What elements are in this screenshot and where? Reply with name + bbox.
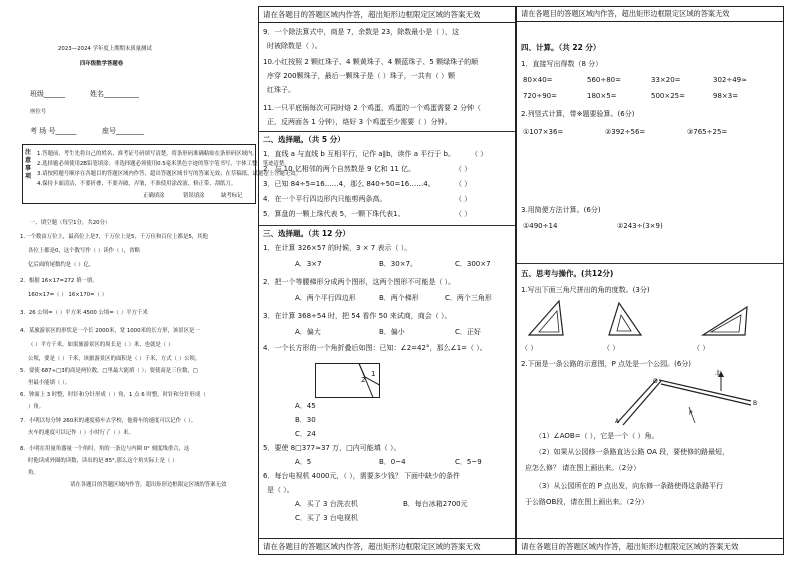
road-q2-line-1: （2）如果从公园修一条路直达公路 OA 段，要使修的路最短， [535, 448, 730, 456]
name-field[interactable]: 姓名__________ [90, 90, 139, 98]
section-4-title: 四、计算。（共 22 分） [521, 43, 601, 52]
choice-6-c[interactable]: C．买了 3 台电视机 [295, 514, 358, 522]
q5-line-2: 里最小能填（ ）。 [28, 380, 71, 386]
mental-item: 33×20= [651, 76, 681, 84]
note-4: 4.保持卡面清洁，不要折叠、不要弄破、弄皱，不准使用涂改液、修正带、刮纸刀。 [37, 181, 237, 187]
angle-2-label: 2 [361, 376, 366, 384]
section-5-title: 五、思考与操作。(共12分) [521, 269, 614, 278]
angle-answer-1[interactable]: （ ） [521, 344, 538, 352]
road-q2-line-2: 应怎么修？ 请在图上画出来。（2分） [525, 464, 641, 472]
middle-panel [258, 6, 516, 555]
q4-line-3: 公顷，要是（ ）千米，该旅游景区的面积是（ ）千米，方式（ ）公顷。 [28, 356, 201, 362]
choice-3: 3．在计算 368÷54 时，把 54 看作 50 来试商，商会（ ）。 [263, 312, 452, 320]
note-1: 1.答题前，考生先将自己的姓名、准考证号码填写清楚，将条形码准确粘贴在条形码区域内。 [37, 151, 258, 157]
choice-5-b[interactable]: B．0~4 [379, 458, 406, 466]
judge-2: 2．与 10 亿相邻的两个自然数是 9 亿和 11 亿。 [263, 165, 416, 173]
point-p-label: P [689, 410, 693, 417]
answer-area-banner-top: 请在各题目的答题区域内作答，超出矩形边框限定区域的答案无效 [517, 7, 783, 22]
judge-1-answer[interactable]: （ ） [471, 150, 488, 158]
choice-1-a[interactable]: A．3×7 [295, 260, 322, 268]
choice-6-b[interactable]: B．每台冰箱2700元 [403, 500, 468, 508]
vertical-calc-2: ②392÷56= [605, 128, 646, 136]
choice-4-c[interactable]: C．24 [295, 430, 316, 438]
divider [259, 131, 515, 132]
choice-3-b[interactable]: B．偏小 [379, 328, 405, 336]
judge-4-answer[interactable]: （ ） [455, 195, 472, 203]
q10-line-3: 红珠子。 [267, 86, 295, 94]
mental-item: 720÷90= [523, 92, 557, 100]
judge-2-answer[interactable]: （ ） [455, 165, 472, 173]
fill-label-correct: 正确填涂 [143, 193, 165, 199]
vertical-calc-3: ③765÷25= [687, 128, 728, 136]
judge-1: 1．直线 a 与直线 b 互相平行，记作 a∥b，读作 a 平行于 b。 [263, 150, 455, 158]
point-a-label: A [615, 418, 620, 425]
q3-line-1: 3．26 公顷=（ ）平方米 4500 公顷=（ ）平方千米 [20, 310, 148, 316]
judge-3: 3．已知 84÷5=16……4，那么 840÷50=16……4。 [263, 180, 435, 188]
choice-1-b[interactable]: B．30×7。 [379, 260, 418, 268]
folded-rectangle-figure [315, 363, 387, 399]
q2-line-2: 160×17=（ ） 16×170=（ ） [28, 292, 108, 298]
point-b-label: B [753, 400, 758, 407]
vertical-calc-1: ①107×36= [523, 128, 564, 136]
angle-answer-3[interactable]: （ ） [693, 344, 710, 352]
q8-line-1: 8．小明在用量角器量一个角时，角的一条边与内圈 0° 刻度线重合，这 [20, 446, 190, 452]
room-field[interactable]: 考 场 号______ [30, 127, 77, 135]
fill-label-absent: 缺考标记 [221, 193, 243, 199]
choice-6-line-1: 6．每台电视机 4000元，（ ），需要多少钱？ 下面中缺少的条件 [263, 472, 460, 480]
q9-line-1: 9．一个除法算式中，商是 7，余数是 23，除数最小是（ ），这 [263, 28, 459, 36]
page-title: 四年级数学答题卷 [80, 61, 124, 67]
q6-line-1: 6．钟面上 3 时整，时针和分针形成（ ）角，1 点 6 时整，时针和分针形成（ [20, 392, 206, 398]
road-q3-line-1: （3）从公园所在的 P 点出发，向东修一条路使得这条路平行 [535, 482, 724, 490]
q8-line-3: 角。 [28, 470, 39, 476]
choice-6-line-2: 是（ ）。 [267, 486, 294, 494]
q6-line-2: ）角。 [28, 404, 45, 410]
q4-line-2: （ ）平方千米，如果旅游景区的周长是（ ）米，也就是（ ） [28, 342, 174, 348]
road-map-question: 2.下面是一条公路的示意图，P 点处是一个公园。(6分) [521, 360, 692, 368]
notes-box [22, 144, 301, 204]
q7-line-1: 7．小明以每分钟 260米的速度骑车去学校，他骑车的速度可以记作（ ）。 [20, 418, 197, 424]
section-2-title: 二、选择题。（共 5 分） [263, 135, 345, 144]
choice-3-a[interactable]: A．偏大 [295, 328, 321, 336]
mental-item: 560÷80= [587, 76, 621, 84]
simple-calc-heading: 3.用简便方法计算。(6分) [521, 206, 601, 214]
section-3-title: 三、选择题。（共 12 分） [263, 229, 350, 238]
q7-line-2: 火车的速度可以记作（ ）小时行了（ ）米。 [28, 430, 134, 436]
judge-5-answer[interactable]: （ ） [455, 210, 472, 218]
choice-3-c[interactable]: C．正好 [455, 328, 481, 336]
choice-6-a[interactable]: A．买了 3 台洗衣机 [295, 500, 358, 508]
choice-2-c[interactable]: C．两个三角形 [445, 294, 492, 302]
choice-4-a[interactable]: A．45 [295, 402, 316, 410]
mental-math-heading: 1．直接写出得数（8 分） [521, 60, 603, 68]
judge-5: 5．算盘的一颗上珠代表 5，一颗下珠代表1。 [263, 210, 405, 218]
mental-item: 80×40= [523, 76, 553, 84]
right-panel [516, 6, 784, 555]
class-field[interactable]: 班级______ [30, 90, 65, 98]
choice-5-c[interactable]: C．5~9 [455, 458, 482, 466]
left-footer: 请在各题目的答题区域内作答，超出矩形边框限定区域的答案无效 [70, 482, 227, 488]
q10-line-2: 序穿 200颗珠子，最后一颗珠子是（ ）珠子，一共有（ ）颗 [267, 72, 456, 80]
north-label: 北 [715, 370, 722, 377]
q1-line-3: 亿后面的尾数约是（ ）亿。 [28, 262, 95, 268]
judge-3-answer[interactable]: （ ） [455, 180, 472, 188]
choice-5-a[interactable]: A．5 [295, 458, 312, 466]
q2-line-1: 2．根据 16×17=272 填一填。 [20, 278, 98, 284]
choice-2-b[interactable]: B．两个梯形 [379, 294, 419, 302]
road-q3-line-2: 于公路OB段，请在图上画出来。（2分） [525, 498, 649, 506]
answer-area-banner-bottom: 请在各题目的答题区域内作答，超出矩形边框限定区域的答案无效 [517, 538, 783, 554]
mental-item: 180×5= [587, 92, 617, 100]
notes-heading: 注意事项 [25, 149, 32, 180]
choice-1-c[interactable]: C．300×7 [455, 260, 491, 268]
judge-4: 4．在一个平行四边形内只能剪两条高。 [263, 195, 387, 203]
answer-area-banner-bottom: 请在各题目的答题区域内作答，超出矩形边框限定区域的答案无效 [259, 538, 515, 554]
q1-line-2: 各位上都是0，这个数写作（ ）读作（ ），省略 [28, 248, 140, 254]
vertical-calc-heading: 2.列竖式计算，带※题要验算。(6分) [521, 110, 635, 118]
answer-area-banner-top: 请在各题目的答题区域内作答，超出矩形边框限定区域的答案无效 [259, 7, 515, 23]
angle-1-label: 1 [371, 370, 376, 378]
simple-calc-1: ①490÷14 [523, 222, 558, 230]
triangle-rulers-figure [525, 299, 775, 339]
choice-4-b[interactable]: B．30 [295, 416, 316, 424]
choice-4: 4．一个长方形的一个角折叠后如图：已知：∠2=42°，那么∠1=（ ）。 [263, 344, 487, 352]
mental-item: 98×3= [713, 92, 739, 100]
exam-year: 2023—2024 学年度上期期末质量测试 [58, 46, 152, 52]
angle-answer-2[interactable]: （ ） [603, 344, 620, 352]
choice-5: 5．要使 8□377≈37 万，□内可能填（ ）。 [263, 444, 401, 452]
fill-label-wrong: 错误填涂 [183, 193, 205, 199]
q9-line-2: 时被除数是（ ）。 [267, 42, 322, 50]
q1-line-1: 1.一个数由万位上，最高位上是7，千万位上是5，千万位和百位上都是5，其他 [20, 234, 208, 240]
mental-item: 500×25= [651, 92, 685, 100]
simple-calc-2: ②243÷(3×9) [617, 222, 663, 230]
triangle-ruler-question: 1.写出下面三角尺拼出的角的度数。(3分) [521, 286, 650, 294]
choice-1: 1．在计算 326×57 的时候，3 × 7 表示（ ）。 [263, 244, 412, 252]
choice-2-a[interactable]: A．两个平行四边形 [295, 294, 356, 302]
seat-note: 座位号 [30, 109, 47, 115]
q4-line-1: 4．某旅游景区的形状是一个长 2000米，宽 1000米的长方形，该景区是一 [20, 328, 200, 334]
choice-2: 2．把一个等腰梯形分成两个图形，这两个图形不可能是（ ）。 [263, 278, 456, 286]
note-2: 2.选择题必须使用2B铅笔填涂；非选择题必须使用0.5毫米黑色字迹的签字笔书写，字体工整、笔迹清楚。 [37, 161, 290, 167]
q11-line-1: 11.一只平底锅每次可同时烙 2 个鸡蛋，鸡蛋的一个鸡蛋需要 2 分钟（ [263, 104, 481, 112]
divider [517, 263, 783, 264]
q11-line-2: 正，反两面各 1 分钟），烙好 3 个鸡蛋至少需要（ ）分钟。 [267, 118, 452, 126]
road-q1: （1）∠AOB=（ ），它是一个（ ）角。 [535, 432, 659, 440]
seat-field[interactable]: 座号________ [102, 127, 144, 135]
section-1-title: 一、填空题（每空1分，共20分） [30, 220, 111, 226]
note-3: 3.请按照题号顺序在各题目的答题区域内作答，超出答题区域书写的答案无效；在草稿纸、试题卷上答题无效。 [37, 171, 301, 177]
q8-line-2: 时他读成外圈的读数，读出的是 85°,那么这个角实际上是（ ） [28, 458, 178, 464]
point-o-label: O [653, 378, 658, 385]
q5-line-1: 5．要使 687÷□3的商是两位数，□里最大能填（ ）；要使商是三位数，□ [20, 368, 198, 374]
mental-item: 302÷49≈ [713, 76, 747, 84]
q10-line-1: 10.小红按照 2 颗红珠子、4 颗黄珠子、4 颗蓝珠子、5 颗绿珠子的顺 [263, 58, 479, 66]
divider [259, 225, 515, 226]
